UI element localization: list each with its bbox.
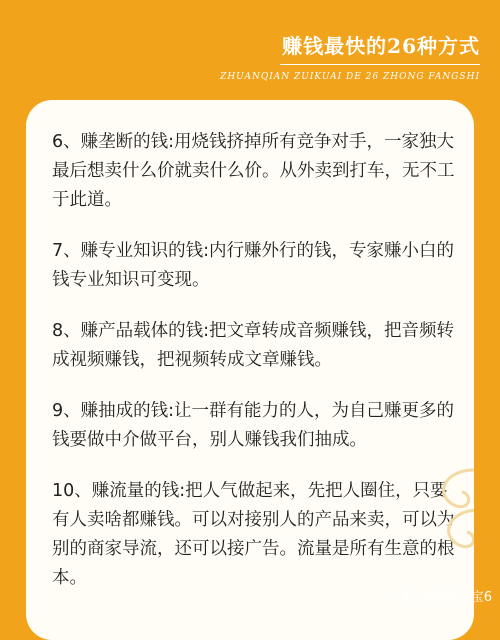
header	[0, 0, 500, 100]
list-item: 10、赚流量的钱:把人气做起来，先把人圈住，只要有人卖啥都赚钱。可以对接别人的产品来卖，可以为别的商家导流，还可以接广告。流量是所有生意的根本。	[52, 481, 455, 588]
page-title: 赚钱最快的26种方式	[282, 34, 480, 58]
item-list	[26, 128, 474, 615]
watermark-text: @雪影宝宝6	[418, 590, 492, 605]
page-subtitle: ZHUANQIAN ZUIKUAI DE 26 ZHONG FANGSHI	[220, 72, 480, 82]
camera-icon: ◉	[397, 587, 415, 605]
list-item: 9、赚抽成的钱:让一群有能力的人，为自己赚更多的钱要做中介做平台，别人赚钱我们抽成。	[52, 401, 455, 450]
title-divider	[280, 64, 480, 65]
list-item: 8、赚产品载体的钱:把文章转成音频赚钱，把音频转成视频赚钱，把视频转成文章赚钱。	[52, 321, 455, 370]
content-card	[26, 100, 474, 640]
list-item: 7、赚专业知识的钱:内行赚外行的钱，专家赚小白的钱专业知识可变现。	[52, 241, 455, 290]
watermark	[397, 586, 492, 605]
cloud-swirl-icon	[414, 450, 474, 570]
list-item: 6、赚垄断的钱:用烧钱挤掉所有竞争对手，一家独大最后想卖什么价就卖什么价。从外卖到打车，无不工于此道。	[52, 132, 455, 210]
